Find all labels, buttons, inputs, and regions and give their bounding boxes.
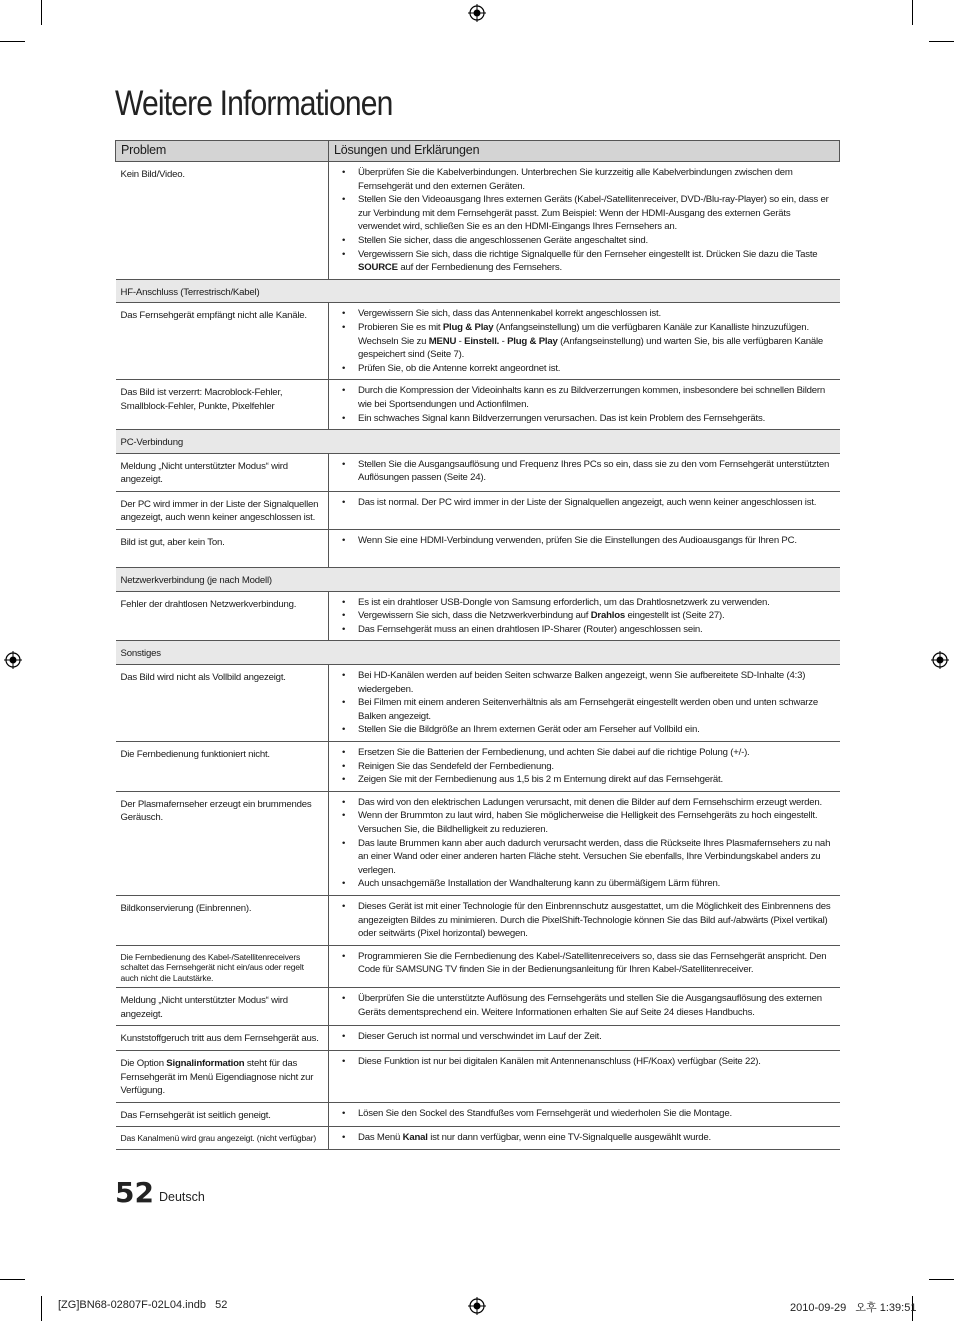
solution-item: • Auch unsachgemäße Installation der Wandhalterung kann zu übermäßigem Lärm führen. <box>358 877 835 891</box>
table-row <box>116 303 840 380</box>
section-row <box>116 641 840 665</box>
solution-item: • Ersetzen Sie die Batterien der Fernbedienung, und achten Sie dabei auf die richtige Polung (+/-). <box>358 746 835 760</box>
table-header-row <box>116 141 840 162</box>
table-row <box>116 591 840 641</box>
solution-item: • Stellen Sie sicher, dass die angeschlossenen Geräte angeschaltet sind. <box>358 234 835 248</box>
problem-cell: Der PC wird immer in der Liste der Signalquellen angezeigt, auch wenn keiner angeschlossen ist. <box>116 491 329 529</box>
table-row <box>116 380 840 430</box>
solution-item: • Reinigen Sie das Sendefeld der Fernbedienung. <box>358 760 835 774</box>
solution-item: • Überprüfen Sie die Kabelverbindungen. Unterbrechen Sie kurzzeitig alle Kabelverbindungen zwischen dem Fernsehgerät und den externen Geräten. <box>358 166 835 193</box>
solution-item: • Dieses Gerät ist mit einer Technologie für den Einbrennschutz ausgestattet, um die Möglichkeit des Einbrennens des angezeigten Bildes zu minimieren. Durch die PixelShift-Technologie können Sie das Bild auf-/abwärts (Pixel vertikal) oder seitwärts (Pixel horizontal) bewegen. <box>358 900 835 941</box>
solution-cell <box>329 988 840 1026</box>
solution-cell <box>329 945 840 988</box>
solution-item: • Stellen Sie die Bildgröße an Ihrem externen Gerät oder am Ferseher auf Vollbild ein. <box>358 723 835 737</box>
table-row <box>116 1127 840 1150</box>
section-row <box>116 568 840 592</box>
menu-term: Kanal <box>402 1132 428 1144</box>
crop-mark <box>0 41 25 42</box>
solution-item: • Programmieren Sie die Fernbedienung des Kabel-/Satellitenreceivers so, dass sie das Fernsehgerät anspricht. Den Code für SAMSUNG TV finden Sie in der Bedienungsanleitung für Ihren Kabel-/Satellitenreceiver. <box>358 950 835 977</box>
solution-cell <box>329 665 840 742</box>
table-row <box>116 453 840 491</box>
solution-item: • Das Fernsehgerät muss an einen drahtlosen IP-Sharer (Router) angeschlossen sein. <box>358 623 835 637</box>
solution-item: • Stellen Sie die Ausgangsauflösung und Frequenz Ihres PCs so ein, dass sie zu den vom Fernsehgerät unterstützten Auflösungen passen (Seite 24). <box>358 458 835 485</box>
solution-item <box>358 1131 835 1145</box>
solution-cell <box>329 453 840 491</box>
solution-cell <box>329 1102 840 1127</box>
problem-cell: Fehler der drahtlosen Netzwerkverbindung. <box>116 591 329 641</box>
problem-cell <box>116 1051 329 1103</box>
page-title: Weitere Informationen <box>115 84 393 123</box>
table-row <box>116 665 840 742</box>
solution-text: - <box>499 335 508 347</box>
solution-text: ist nur dann verfügbar, wenn eine TV-Signalquelle ausgewählt wurde. <box>427 1132 712 1144</box>
problem-cell: Bildkonservierung (Einbrennen). <box>116 895 329 945</box>
registration-mark-icon <box>468 4 486 22</box>
section-heading: Netzwerkverbindung (je nach Modell) <box>116 568 840 592</box>
solution-cell <box>329 303 840 380</box>
section-heading: HF-Anschluss (Terrestrisch/Kabel) <box>116 279 840 303</box>
solution-item: • Es ist ein drahtloser USB-Dongle von Samsung erforderlich, um das Drahtlosnetzwerk zu verwenden. <box>358 596 835 610</box>
table-row <box>116 895 840 945</box>
problem-cell: Kunststoffgeruch tritt aus dem Fernsehgerät aus. <box>116 1026 329 1051</box>
solution-item <box>358 609 835 623</box>
menu-term: Einstell. <box>464 335 500 347</box>
solution-item: • Stellen Sie den Videoausgang Ihres externen Geräts (Kabel-/Satellitenreceiver, DVD-/Blu-ray-Player) so ein, dass er zur Verbindung mit dem Fernsehgerät passt. Zum Beispiel: Wenn der HDMI-Ausgang des externen Geräts verwendet wird, schließen Sie es an den HDMI-Eingangs Ihres Fernsehers an. <box>358 193 835 234</box>
problem-cell: Das Kanalmenü wird grau angezeigt. (nicht verfügbar) <box>116 1127 329 1150</box>
crop-mark <box>41 0 42 25</box>
solution-item: • Diese Funktion ist nur bei digitalen Kanälen mit Antennenanschluss (HF/Koax) verfügbar (Seite 22). <box>358 1055 835 1069</box>
menu-term: Plug & Play <box>442 321 494 333</box>
solution-item: • Das wird von den elektrischen Ladungen verursacht, mit denen die Bilder auf dem Fernsehschirm erzeugt werden. <box>358 796 835 810</box>
table-row <box>116 1026 840 1051</box>
solution-text: - <box>456 335 465 347</box>
print-date-info: 2010-09-29 오후 1:39:51 <box>790 1302 917 1314</box>
solution-text: Das Menü <box>358 1132 403 1144</box>
troubleshooting-table <box>115 140 840 1150</box>
problem-cell: Die Fernbedienung des Kabel-/Satellitenreceivers schaltet das Fernsehgerät nicht ein/aus oder regelt auch nicht die Lautstärke. <box>116 945 329 988</box>
problem-cell: Das Fernsehgerät empfängt nicht alle Kanäle. <box>116 303 329 380</box>
problem-cell: Der Plasmafernseher erzeugt ein brummendes Geräusch. <box>116 791 329 895</box>
problem-cell: Kein Bild/Video. <box>116 162 329 280</box>
column-header-problem: Problem <box>116 141 329 162</box>
table-row <box>116 988 840 1026</box>
solution-cell <box>329 895 840 945</box>
problem-text: steht für das Fernsehgerät im Menü Eigendiagnose nicht zur Verfügung. <box>120 1058 314 1097</box>
problem-cell: Das Bild ist verzerrt: Macroblock-Fehler, Smallblock-Fehler, Punkte, Pixelfehler <box>116 380 329 430</box>
solution-item: • Das laute Brummen kann aber auch dadurch verursacht werden, dass die Rückseite Ihres Plasmafernsehers zu nah an einer Wand oder einer anderen harten Fläche steht. Versuchen Sie ebenfalls, Ihre Verbindungskabel anders zu verlegen. <box>358 837 835 878</box>
solution-item: • Vergewissern Sie sich, dass das Antennenkabel korrekt angeschlossen ist. <box>358 307 835 321</box>
crop-mark <box>929 1279 954 1280</box>
crop-mark <box>0 1279 25 1280</box>
solution-item: • Bei HD-Kanälen werden auf beiden Seiten schwarze Balken angezeigt, wenn Sie aufbereitete SD-Inhalte (4:3) wiedergeben. <box>358 669 835 696</box>
solution-cell <box>329 1026 840 1051</box>
solution-cell <box>329 491 840 529</box>
section-row <box>116 430 840 454</box>
registration-mark-icon <box>931 651 949 669</box>
menu-term: MENU <box>428 335 457 347</box>
problem-cell: Das Bild wird nicht als Vollbild angezeigt. <box>116 665 329 742</box>
registration-mark-icon <box>4 651 22 669</box>
table-row <box>116 530 840 568</box>
crop-mark <box>929 41 954 42</box>
problem-cell: Meldung „Nicht unterstützter Modus“ wird angezeigt. <box>116 453 329 491</box>
language-label: Deutsch <box>159 1190 205 1204</box>
crop-mark <box>41 1296 42 1321</box>
problem-cell: Die Fernbedienung funktioniert nicht. <box>116 742 329 792</box>
section-heading: PC-Verbindung <box>116 430 840 454</box>
solution-cell <box>329 591 840 641</box>
solution-item <box>358 248 835 275</box>
table-row <box>116 162 840 280</box>
solution-cell <box>329 1051 840 1103</box>
solution-text: Vergewissern Sie sich, dass die Netzwerkverbindung auf <box>358 610 591 622</box>
solution-item: • Dieser Geruch ist normal und verschwindet im Lauf der Zeit. <box>358 1030 835 1044</box>
solution-cell <box>329 742 840 792</box>
solution-cell <box>329 380 840 430</box>
solution-cell <box>329 162 840 280</box>
menu-term: Plug & Play <box>507 335 558 347</box>
solution-item: • Durch die Kompression der Videoinhalts kann es zu Bildverzerrungen kommen, insbesondere bei schnellen Bildern wie bei Sportsendungen und Actionfilmen. <box>358 384 835 411</box>
solution-text: (Anfangseinstellung) um die verfügbaren Kanäle zur Kanalliste hinzuzufügen. Wechseln Sie zu <box>358 321 809 347</box>
section-row <box>116 279 840 303</box>
solution-text: (Anfangseinstellung) und warten Sie, bis alle verfügbaren Kanäle gespeichert sind (Seite 7). <box>358 335 824 361</box>
solution-cell <box>329 791 840 895</box>
menu-term: Drahlos <box>590 610 626 622</box>
solution-item: • Zeigen Sie mit der Fernbedienung aus 1,5 bis 2 m Enternung direkt auf das Fernsehgerät. <box>358 773 835 787</box>
problem-cell: Das Fernsehgerät ist seitlich geneigt. <box>116 1102 329 1127</box>
problem-cell: Bild ist gut, aber kein Ton. <box>116 530 329 568</box>
page-number: 52 <box>115 1176 154 1209</box>
solution-cell <box>329 1127 840 1150</box>
section-heading: Sonstiges <box>116 641 840 665</box>
solution-text: Probieren Sie es mit <box>358 321 443 333</box>
solution-item: • Das ist normal. Der PC wird immer in der Liste der Signalquellen angezeigt, auch wenn keiner angeschlossen ist. <box>358 496 835 510</box>
solution-item: • Überprüfen Sie die unterstützte Auflösung des Fernsehgeräts und stellen Sie die Ausgangsauflösung des externen Geräts dementsprechend ein. Weitere Informationen erhalten Sie auf Seite 24 dieses Handbuchs. <box>358 992 835 1019</box>
solution-item: • Prüfen Sie, ob die Antenne korrekt angeordnet ist. <box>358 362 835 376</box>
problem-text: Die Option <box>120 1058 167 1069</box>
solution-item: • Bei Filmen mit einem anderen Seitenverhältnis als am Fernsehgerät eingestellt werden oben und unten schwarze Balken angezeigt. <box>358 696 835 723</box>
table-row <box>116 1102 840 1127</box>
table-row <box>116 791 840 895</box>
source-key-label: SOURCE <box>358 262 398 274</box>
print-file-info: [ZG]BN68-02807F-02L04.indb 52 <box>58 1299 228 1311</box>
solution-item <box>358 321 835 362</box>
solution-cell <box>329 530 840 568</box>
solution-item: • Wenn Sie eine HDMI-Verbindung verwenden, prüfen Sie die Einstellungen des Audioausgangs für Ihren PC. <box>358 534 835 548</box>
solution-item: • Lösen Sie den Sockel des Standfußes vom Fernsehgerät und wiederholen Sie die Montage. <box>358 1107 835 1121</box>
column-header-solution: Lösungen und Erklärungen <box>329 141 840 162</box>
table-row <box>116 742 840 792</box>
menu-term: Signalinformation <box>166 1058 245 1069</box>
registration-mark-icon <box>468 1297 486 1315</box>
problem-cell: Meldung „Nicht unterstützter Modus“ wird angezeigt. <box>116 988 329 1026</box>
table-row <box>116 1051 840 1103</box>
crop-mark <box>912 0 913 25</box>
solution-item: • Wenn der Brummton zu laut wird, haben Sie möglicherweise die Helligkeit des Fernsehgeräts zu hoch eingestellt. Versuchen Sie, die Bildhelligkeit zu reduzieren. <box>358 809 835 836</box>
solution-text: eingestellt ist (Seite 27). <box>625 610 725 622</box>
table-row <box>116 945 840 988</box>
solution-item: • Ein schwaches Signal kann Bildverzerrungen verursachen. Das ist kein Problem des Fernsehgeräts. <box>358 412 835 426</box>
table-row <box>116 491 840 529</box>
solution-text: auf der Fernbedienung des Fernsehers. <box>397 262 562 274</box>
solution-text: Vergewissern Sie sich, dass die richtige Signalquelle für den Fernseher eingestellt ist. Drücken Sie dazu die Taste <box>358 248 818 260</box>
